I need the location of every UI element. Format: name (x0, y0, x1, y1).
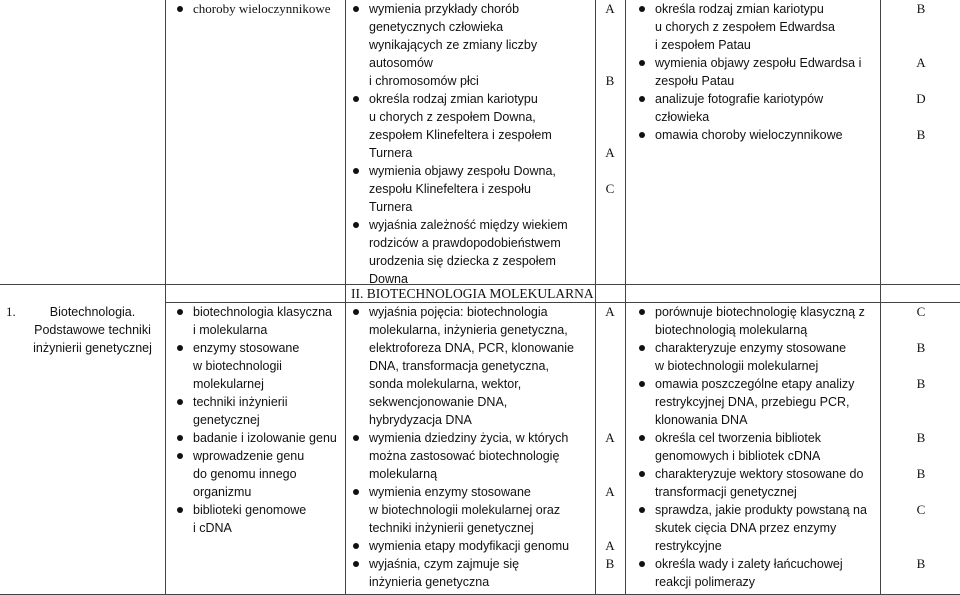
topic-item: genetycznej (193, 413, 260, 427)
grade-level: C (605, 181, 615, 196)
requirement-extended: transformacji genetycznej (655, 485, 797, 499)
requirement-extended: określa rodzaj zmian kariotypu (655, 2, 824, 16)
grade-level: A (605, 538, 615, 553)
bullet-icon (353, 168, 359, 174)
bullet-icon (639, 6, 645, 12)
grade-level: A (605, 304, 615, 319)
requirement-extended: u chorych z zespołem Edwardsa (655, 20, 835, 34)
bullet-icon (353, 96, 359, 102)
bullet-icon (639, 96, 645, 102)
requirement-basic: w biotechnologii molekularnej oraz (369, 503, 561, 517)
column-divider (880, 0, 881, 595)
requirement-basic: molekularna, inżynieria genetyczna, (369, 323, 568, 337)
grade-level: B (605, 556, 615, 571)
column-divider (165, 0, 166, 595)
bullet-icon (353, 489, 359, 495)
requirement-basic: genetycznych człowieka (369, 20, 504, 34)
bullet-icon (639, 309, 645, 315)
bullet-icon (177, 453, 183, 459)
requirement-basic: u chorych z zespołem Downa, (369, 110, 536, 124)
topic-title-line: inżynierii genetycznej (33, 341, 152, 355)
requirement-extended: wymienia objawy zespołu Edwardsa i (655, 56, 862, 70)
topic-item: molekularnej (193, 377, 264, 391)
bullet-icon (177, 435, 183, 441)
requirement-basic: sekwencjonowanie DNA, (369, 395, 508, 409)
grade-level: C (916, 304, 926, 319)
bullet-icon (353, 561, 359, 567)
requirement-basic: hybrydyzacja DNA (369, 413, 472, 427)
bullet-icon (177, 6, 183, 12)
topic-item: biblioteki genomowe (193, 503, 307, 517)
topic-item: w biotechnologii (193, 359, 282, 373)
requirement-basic: zespołem Klinefeltera i zespołem (369, 128, 552, 142)
topic-item: organizmu (193, 485, 252, 499)
bullet-icon (639, 132, 645, 138)
requirement-basic: DNA, transformacja genetyczna, (369, 359, 549, 373)
requirement-extended: omawia choroby wieloczynnikowe (655, 128, 843, 142)
requirement-extended: biotechnologią molekularną (655, 323, 808, 337)
requirement-extended: restrykcyjnej DNA, przebiegu PCR, (655, 395, 850, 409)
bullet-icon (639, 471, 645, 477)
column-divider (345, 0, 346, 595)
requirement-extended: porównuje biotechnologię klasyczną z (655, 305, 865, 319)
topic-item: i cDNA (193, 521, 232, 535)
bullet-icon (639, 507, 645, 513)
column-divider (625, 0, 626, 595)
bullet-icon (639, 345, 645, 351)
bullet-icon (177, 507, 183, 513)
requirement-basic: wymienia przykłady chorób (369, 2, 520, 16)
requirement-extended: zespołu Patau (655, 74, 735, 88)
requirement-basic: elektroforeza DNA, PCR, klonowanie (369, 341, 574, 355)
topic-title-line: Biotechnologia. (49, 305, 136, 319)
requirement-extended: i zespołem Patau (655, 38, 751, 52)
topic-item: biotechnologia klasyczna (193, 305, 332, 319)
grade-level: B (605, 73, 615, 88)
grade-level: A (605, 145, 615, 160)
bullet-icon (353, 543, 359, 549)
requirement-basic: wymienia enzymy stosowane (369, 485, 531, 499)
requirement-basic: rodziców a prawdopodobieństwem (369, 236, 561, 250)
requirement-basic: sonda molekularna, wektor, (369, 377, 522, 391)
requirement-basic: i chromosomów płci (369, 74, 479, 88)
grade-level: B (916, 466, 926, 481)
bullet-icon (639, 435, 645, 441)
topic-item: enzymy stosowane (193, 341, 300, 355)
requirement-extended: sprawdza, jakie produkty powstaną na (655, 503, 867, 517)
requirement-basic: techniki inżynierii genetycznej (369, 521, 534, 535)
requirement-basic: Downa (369, 272, 408, 286)
grade-level: B (916, 340, 926, 355)
topic-item: do genomu innego (193, 467, 297, 481)
grade-level: B (916, 430, 926, 445)
topic-item: choroby wieloczynnikowe (193, 1, 331, 16)
requirement-extended: genomowych i bibliotek cDNA (655, 449, 821, 463)
requirement-extended: reakcji polimerazy (655, 575, 756, 589)
bullet-icon (177, 309, 183, 315)
requirement-basic: wyjaśnia zależność między wiekiem (369, 218, 568, 232)
topic-item: wprowadzenie genu (193, 449, 305, 463)
requirement-extended: człowieka (655, 110, 710, 124)
grade-level: B (916, 376, 926, 391)
requirement-extended: charakteryzuje enzymy stosowane (655, 341, 847, 355)
topic-title-line: Podstawowe techniki (34, 323, 151, 337)
requirement-basic: autosomów (369, 56, 433, 70)
grade-level: B (916, 556, 926, 571)
grade-level: B (916, 127, 926, 142)
topic-number: 1. (6, 304, 16, 319)
requirement-extended: skutek cięcia DNA przez enzymy (655, 521, 837, 535)
bullet-icon (353, 435, 359, 441)
requirement-basic: wyjaśnia pojęcia: biotechnologia (369, 305, 548, 319)
requirement-extended: omawia poszczególne etapy analizy (655, 377, 855, 391)
topic-item: techniki inżynierii (193, 395, 288, 409)
requirement-extended: restrykcyjne (655, 539, 722, 553)
requirement-basic: wymienia dziedziny życia, w których (369, 431, 569, 445)
bullet-icon (353, 6, 359, 12)
bullet-icon (639, 561, 645, 567)
requirement-extended: analizuje fotografie kariotypów (655, 92, 824, 106)
topic-item: badanie i izolowanie genu (193, 431, 337, 445)
requirement-basic: określa rodzaj zmian kariotypu (369, 92, 538, 106)
grade-level: D (916, 91, 926, 106)
requirement-basic: molekularną (369, 467, 438, 481)
grade-level: A (605, 1, 615, 16)
grade-level: A (605, 484, 615, 499)
bullet-icon (177, 345, 183, 351)
column-divider (595, 0, 596, 595)
grade-level: A (916, 55, 926, 70)
bullet-icon (353, 222, 359, 228)
bullet-icon (353, 309, 359, 315)
requirement-extended: klonowania DNA (655, 413, 748, 427)
requirement-basic: Turnera (369, 200, 413, 214)
requirement-basic: Turnera (369, 146, 413, 160)
bullet-icon (639, 60, 645, 66)
grade-level: B (916, 1, 926, 16)
requirement-basic: zespołu Klinefeltera i zespołu (369, 182, 531, 196)
requirement-basic: wymienia objawy zespołu Downa, (369, 164, 556, 178)
grade-level: C (916, 502, 926, 517)
bullet-icon (177, 399, 183, 405)
requirement-extended: określa cel tworzenia bibliotek (655, 431, 822, 445)
requirement-basic: urodzenia się dziecka z zespołem (369, 254, 556, 268)
topic-item: i molekularna (193, 323, 268, 337)
requirement-basic: wyjaśnia, czym zajmuje się (369, 557, 520, 571)
requirement-extended: określa wady i zalety łańcuchowej (655, 557, 843, 571)
requirement-basic: wynikających ze zmiany liczby (369, 38, 538, 52)
section-heading: II. BIOTECHNOLOGIA MOLEKULARNA (351, 286, 594, 301)
bullet-icon (639, 381, 645, 387)
requirement-extended: charakteryzuje wektory stosowane do (655, 467, 864, 481)
requirement-basic: inżynieria genetyczna (369, 575, 490, 589)
requirement-basic: można zastosować biotechnologię (369, 449, 560, 463)
requirement-basic: wymienia etapy modyfikacji genomu (369, 539, 570, 553)
requirement-extended: w biotechnologii molekularnej (655, 359, 819, 373)
grade-level: A (605, 430, 615, 445)
